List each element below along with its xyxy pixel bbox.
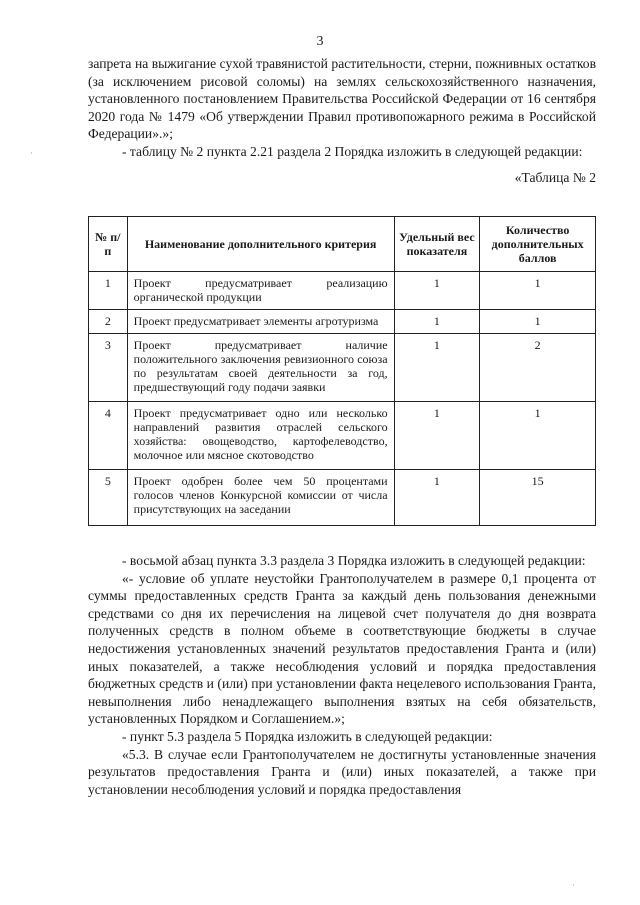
- row-criterion: Проект предусматривает реализацию органической продукции: [127, 272, 394, 310]
- row-number: 5: [89, 470, 128, 526]
- row-points: 2: [480, 334, 596, 402]
- criteria-table: [88, 216, 596, 526]
- table-row: [89, 272, 596, 310]
- scan-speck: ·: [30, 148, 33, 158]
- header-criterion-name: Наименование дополнительного критерия: [127, 217, 394, 272]
- row-number: 2: [89, 310, 128, 334]
- scan-speck: ·: [572, 880, 575, 890]
- row-number: 3: [89, 334, 128, 402]
- row-criterion: Проект одобрен более чем 50 процентами голосов членов Конкурсной комиссии от числа присутствующих на заседании: [127, 470, 394, 526]
- table-header-row: [89, 217, 596, 272]
- paragraph-continuation: запрета на выжигание сухой травянистой растительности, стерни, пожнивных остатков (за исключением рисовой соломы) на землях сельскохозяйственного назначения, установленного постановлением Правительства Российской Федерации от 16 сентября 2020 года № 1479 «Об утверждении Правил противопожарного режима в Российской Федерации».»;: [88, 56, 596, 142]
- row-points: 15: [480, 470, 596, 526]
- bottom-text-block: [88, 552, 596, 798]
- table-row: [89, 310, 596, 334]
- row-number: 1: [89, 272, 128, 310]
- row-criterion: Проект предусматривает наличие положительного заключения ревизионного союза по результатам своей деятельности за год, предшествующий году подачи заявки: [127, 334, 394, 402]
- row-criterion: Проект предусматривает элементы агротуризма: [127, 310, 394, 334]
- paragraph-table-instruction: - таблицу № 2 пункта 2.21 раздела 2 Порядка изложить в следующей редакции:: [122, 143, 583, 159]
- header-number: № п/п: [89, 217, 128, 272]
- header-points: Количество дополнительных баллов: [480, 217, 596, 272]
- paragraph-5-3-text: «5.3. В случае если Грантополучателем не достигнуты установленные значения результатов предоставления Гранта и (или) иных показателей, а также при установлении несоблюдения условий и порядка предоставления: [88, 746, 596, 797]
- paragraph-instruction-5-3: - пункт 5.3 раздела 5 Порядка изложить в следующей редакции:: [122, 728, 493, 744]
- paragraph-penalty-condition: «- условие об уплате неустойки Грантополучателем в размере 0,1 процента от суммы предоставленных средств Гранта за каждый день пользования денежными средствами со дня их перечисления на лицевой счет получателя до дня возврата полученных средств в полном объеме в соответствующие бюджеты в случае недостижения установленных значений результатов предоставления Гранта и (или) иных показателей, а также несоблюдения условий и порядка предоставления бюджетных средств и (или) при установлении факта нецелевого использования Гранта, невыполнения либо ненадлежащего выполнения взятых на себя обязательств, установленных Порядком и Соглашением.»;: [88, 570, 596, 727]
- row-points: 1: [480, 310, 596, 334]
- row-number: 4: [89, 402, 128, 470]
- row-weight: 1: [394, 334, 480, 402]
- top-text-block: [88, 55, 596, 186]
- table-caption: «Таблица № 2: [514, 169, 596, 185]
- page-number: 3: [316, 34, 324, 49]
- row-weight: 1: [394, 402, 480, 470]
- table-row: [89, 334, 596, 402]
- row-weight: 1: [394, 470, 480, 526]
- header-weight: Удельный вес показателя: [394, 217, 480, 272]
- paragraph-instruction-3-3: - восьмой абзац пункта 3.3 раздела 3 Порядка изложить в следующей редакции:: [122, 553, 586, 568]
- row-weight: 1: [394, 310, 480, 334]
- table-row: [89, 402, 596, 470]
- row-weight: 1: [394, 272, 480, 310]
- row-criterion: Проект предусматривает одно или несколько направлений развития отраслей сельского хозяйства: овощеводство, картофелеводство, молочное или мясное скотоводство: [127, 402, 394, 470]
- row-points: 1: [480, 272, 596, 310]
- table-row: [89, 470, 596, 526]
- row-points: 1: [480, 402, 596, 470]
